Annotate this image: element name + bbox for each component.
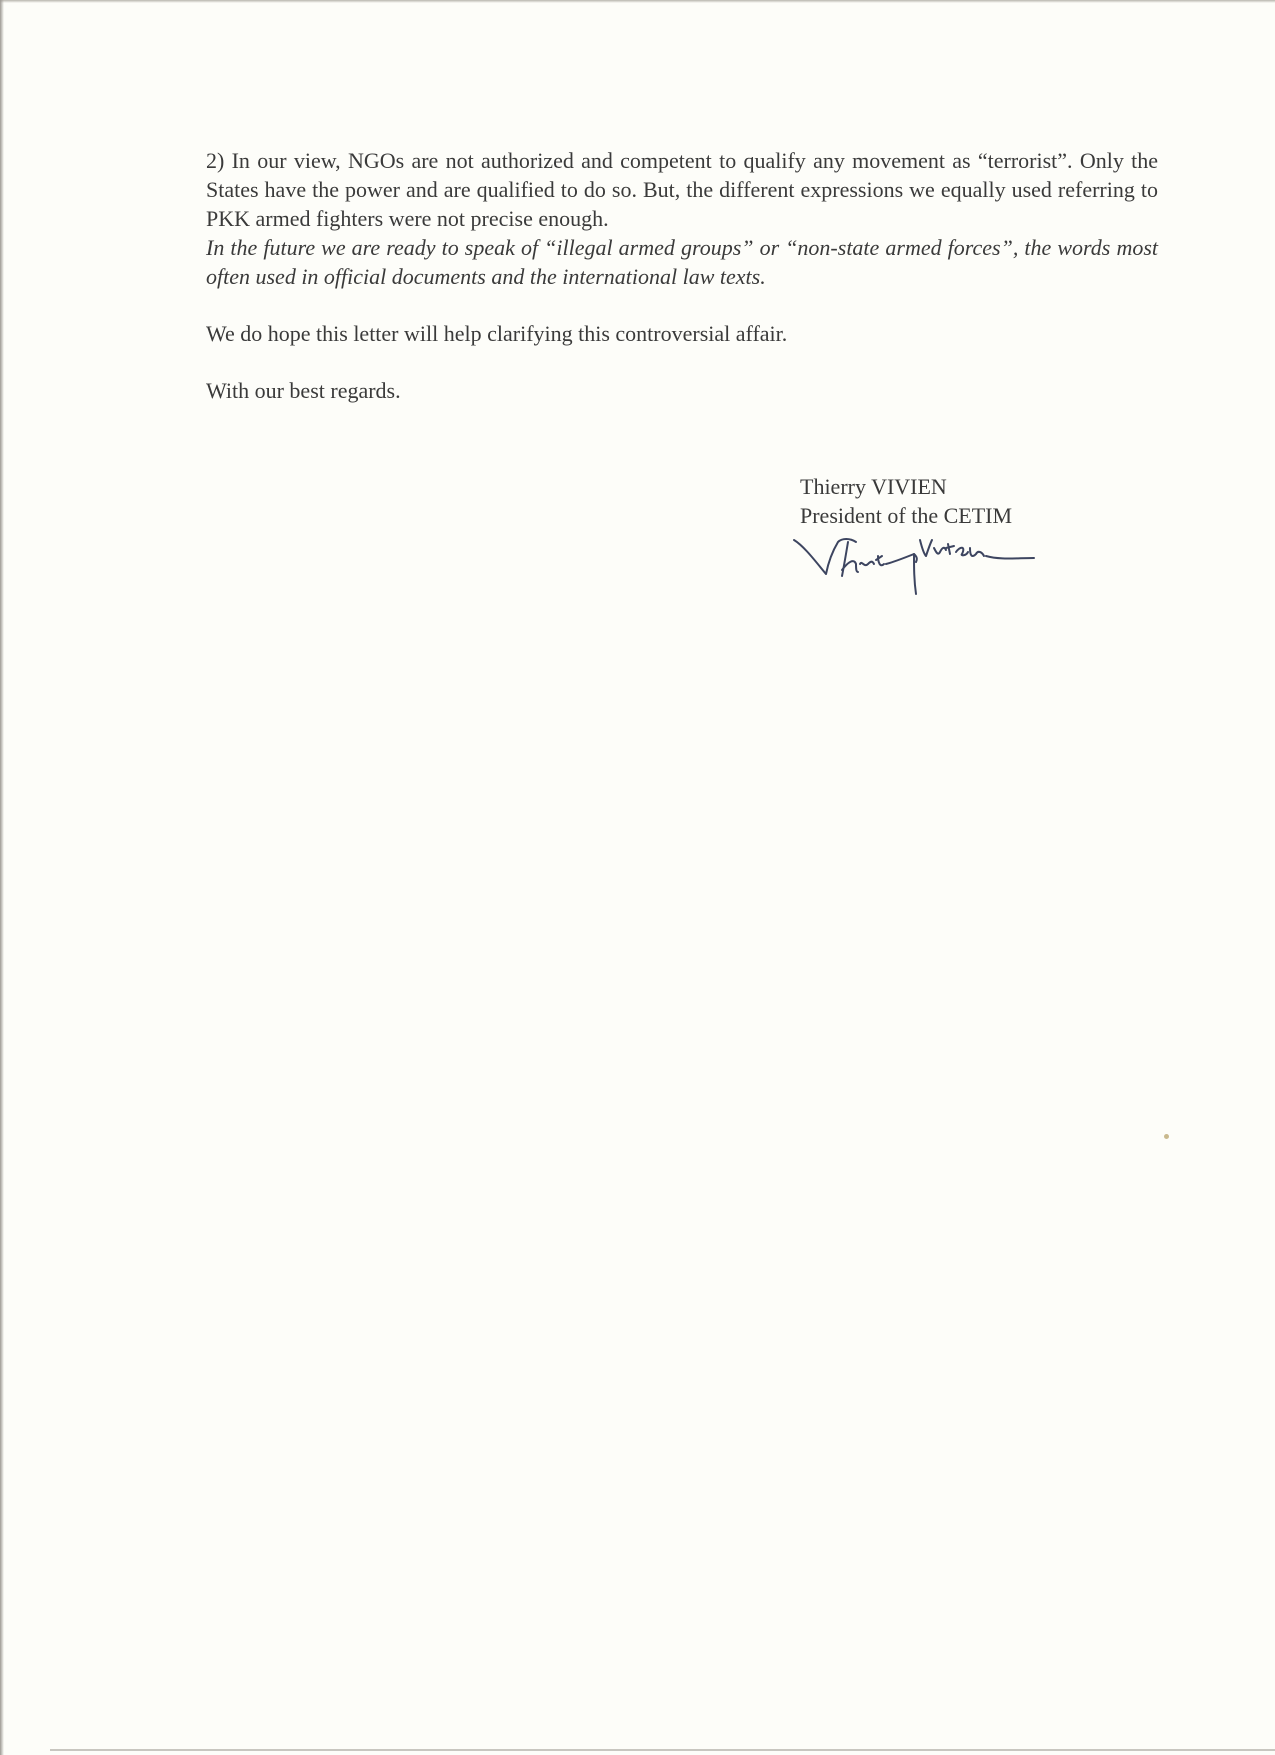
handwritten-signature [790,534,1070,614]
signatory-name: Thierry VIVIEN [800,474,947,499]
scan-speck [1164,1134,1169,1139]
paragraph-closing: With our best regards. [206,378,401,403]
paragraph-ngo-view: 2) In our view, NGOs are not authorized and competent to qualify any movement as “terrorist”. Only the States have the power and are qualified to do so. But, the different expressions we equally used referring to PKK armed fighters were not precise enough. [206,148,1158,231]
signatory-title: President of the CETIM [800,503,1013,528]
paragraph-hope: We do hope this letter will help clarifying this controversial affair. [206,321,788,346]
scan-edge-top [0,0,1275,3]
scan-edge-bottom [50,1749,1275,1751]
scan-edge-left [0,0,4,1755]
paragraph-future-wording: In the future we are ready to speak of “illegal armed groups” or “non-state armed forces”, the words most often used in official documents and the international law texts. [206,235,1158,289]
letter-body [206,146,1158,405]
signature-block [800,472,1012,530]
